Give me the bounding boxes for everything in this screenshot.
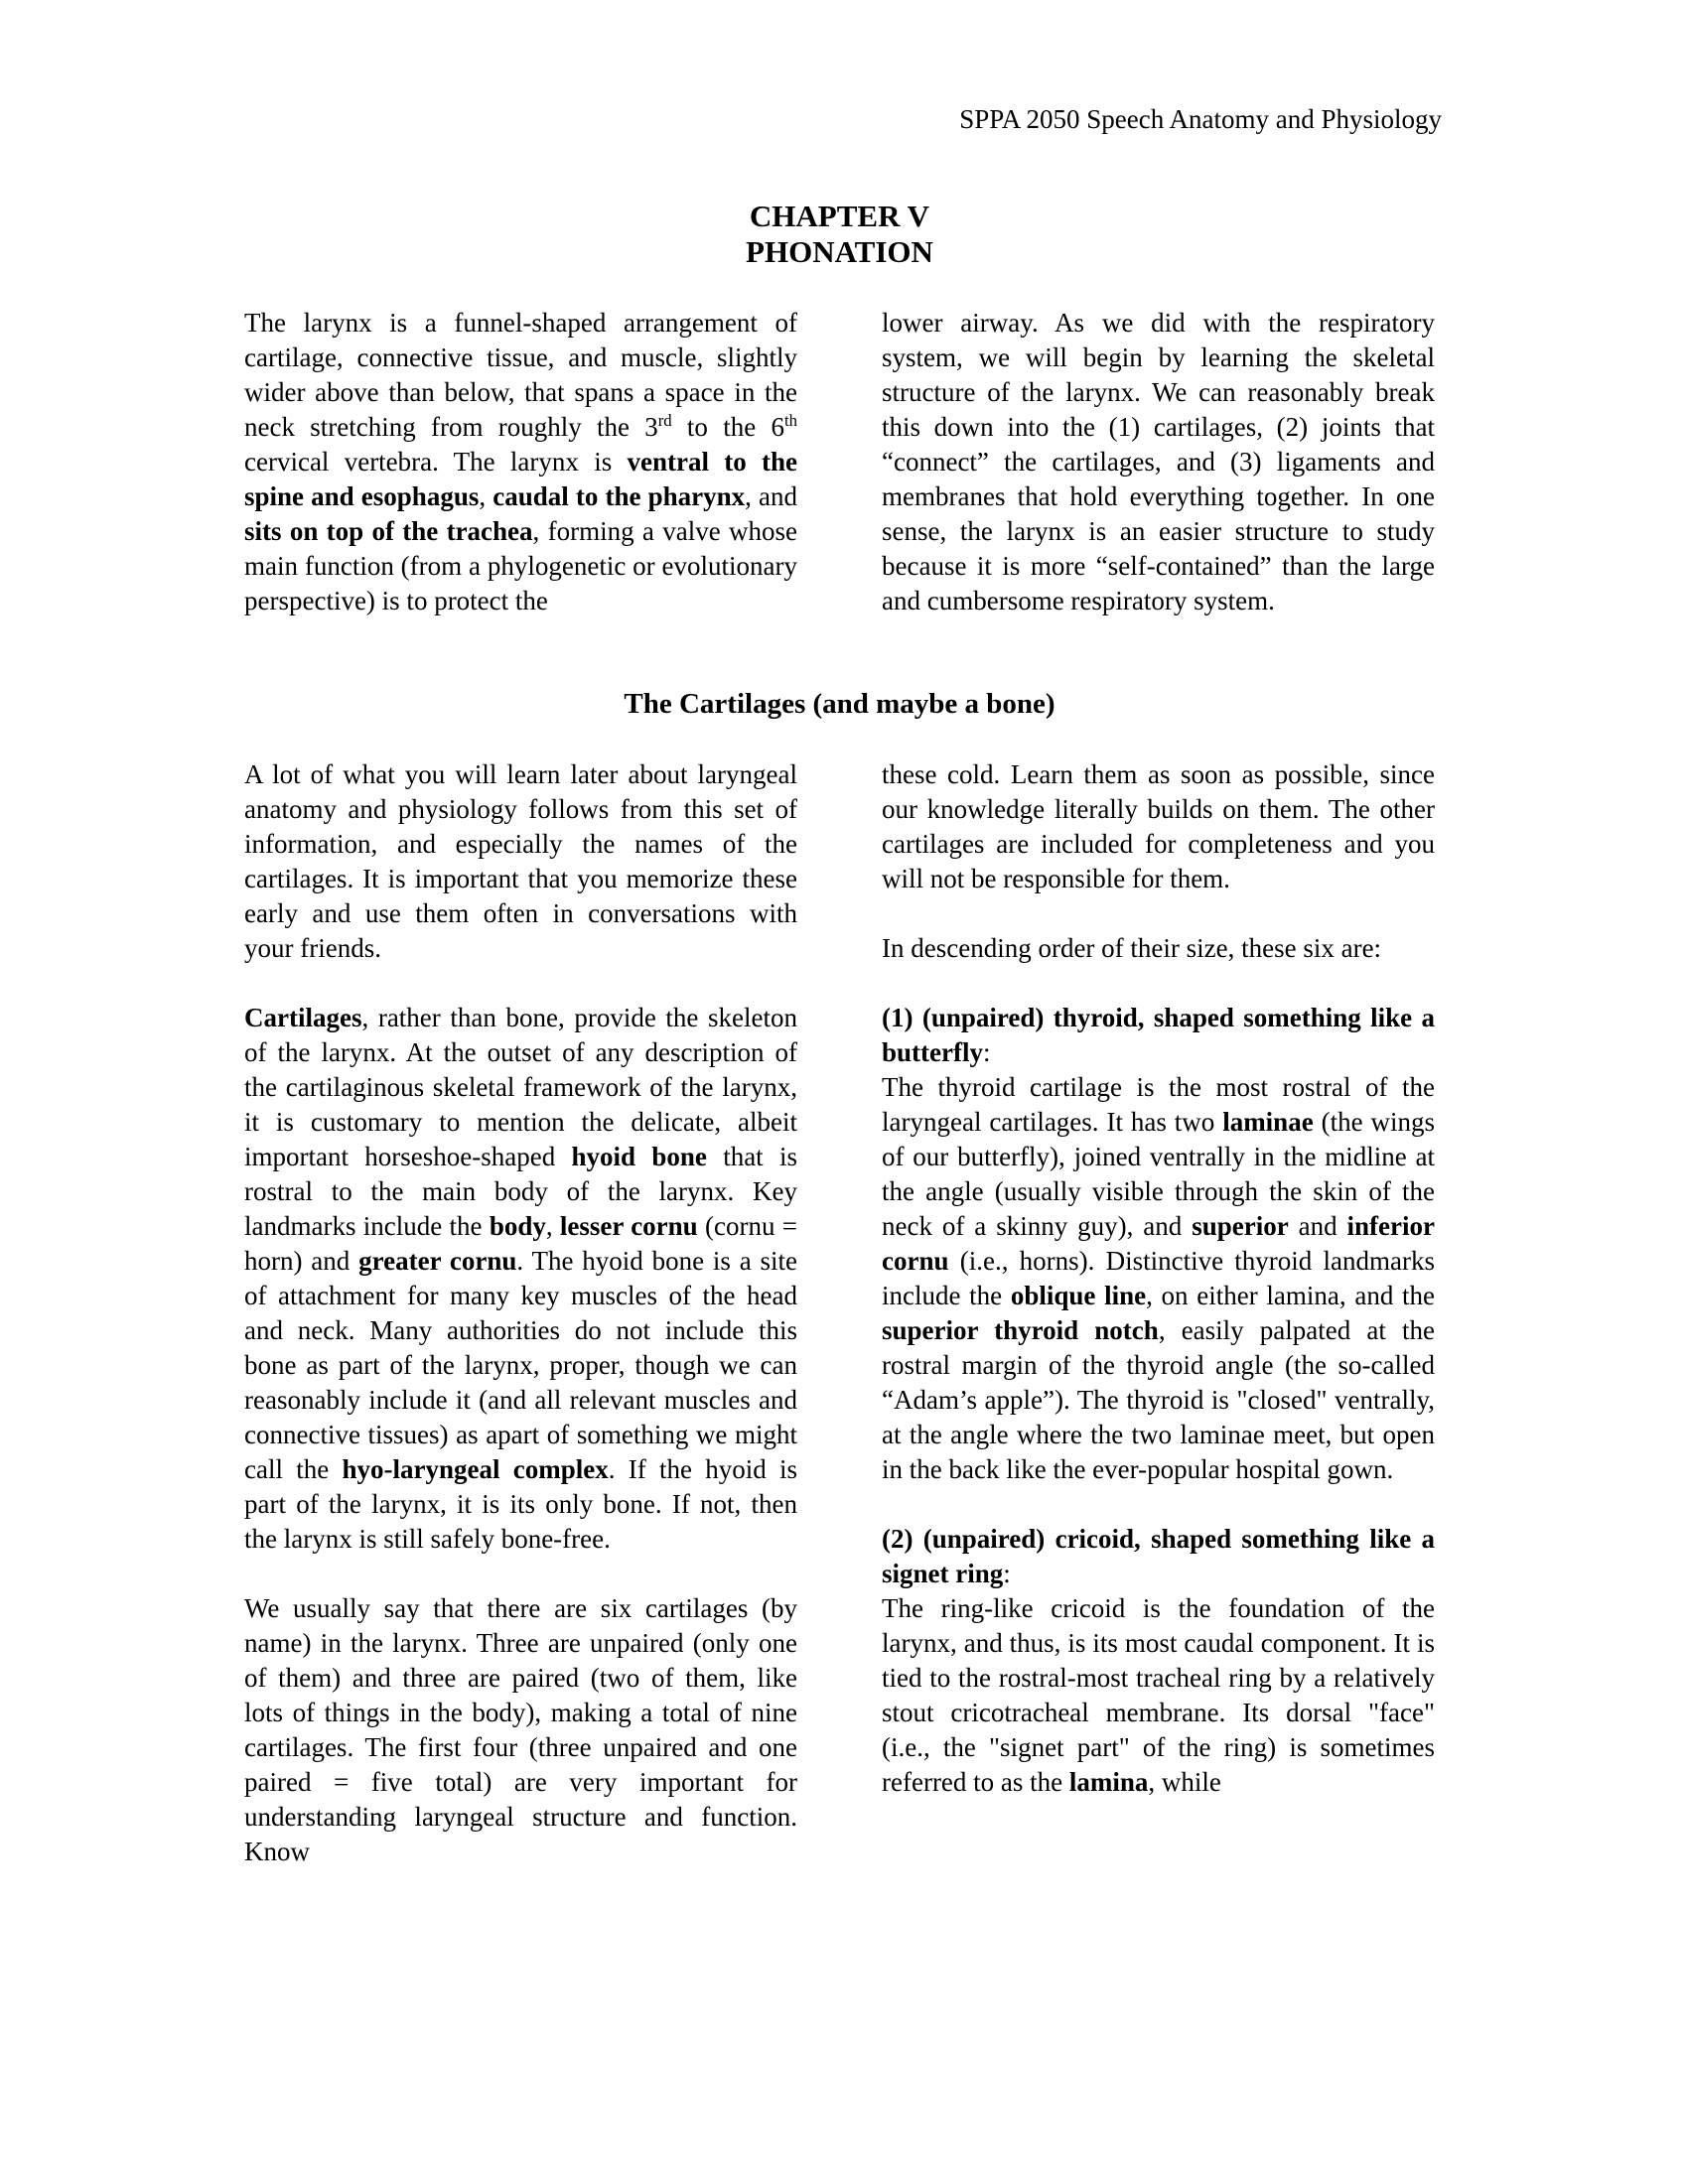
bold-term: lesser cornu (559, 1211, 698, 1241)
bold-term: (2) (unpaired) cricoid, shaped something like a signet ring (882, 1524, 1435, 1588)
left-column-top (244, 306, 797, 618)
ordinal-superscript: th (783, 411, 797, 430)
bold-term: ventral to the spine and esophagus (244, 447, 797, 511)
right-column-top (882, 306, 1435, 618)
ordinal-superscript: rd (657, 411, 672, 430)
chapter-title (244, 199, 1435, 270)
right-column-main (882, 757, 1435, 1800)
bold-term: superior thyroid notch (882, 1315, 1159, 1345)
paragraph-six-cartilages: We usually say that there are six cartilages (by name) in the larynx. Three are unpaired (only one of them) and three are paired (two of them, like lots of things in the body), making a total of nine cartilages. The first four (three unpaired and one paired = five total) are very important for understanding laryngeal structure and function. Know (244, 1593, 797, 1866)
bold-term: body (489, 1211, 546, 1241)
bold-term: laminae (1222, 1107, 1314, 1137)
bold-term: sits on top of the trachea (244, 516, 533, 546)
paragraph-larynx-intro: The larynx is a funnel-shaped arrangement of cartilage, connective tissue, and muscle, slightly wider above than below, that spans a space in the neck stretching from roughly the 3rd to the 6th cervical vertebra. The larynx is ventral to the spine and esophagus, caudal to the pharynx, and sits on top of the trachea, forming a valve whose main function (from a phylogenetic or evolutionary perspective) is to protect the (244, 308, 797, 615)
paragraph-cricoid-cartilage: (2) (unpaired) cricoid, shaped something like a signet ring: The ring-like cricoid is the foundation of the larynx, and thus, is its most caudal component. It is tied to the rostral-most tracheal ring by a relatively stout cricotracheal membrane. Its dorsal "face" (i.e., the "signet part" of the ring) is sometimes referred to as the lamina, while (882, 1524, 1435, 1797)
bold-term: superior (1192, 1211, 1289, 1241)
chapter-title-line1: CHAPTER V (749, 199, 930, 233)
left-column-main (244, 757, 797, 1869)
paragraph-know-these-cold: these cold. Learn them as soon as possible, since our knowledge literally builds on them. The other cartilages are included for completeness and you will not be responsible for them. (882, 759, 1435, 893)
paragraph-thyroid-cartilage: (1) (unpaired) thyroid, shaped something like a butterfly: The thyroid cartilage is the most rostral of the laryngeal cartilages. It has two laminae (the wings of our butterfly), joined ventrally in the midline at the angle (usually visible through the skin of the neck of a skinny guy), and superior and inferior cornu (i.e., horns). Distinctive thyroid landmarks include the oblique line, on either lamina, and the superior thyroid notch, easily palpated at the rostral margin of the thyroid angle (the so-called “Adam’s apple”). The thyroid is "closed" ventrally, at the angle where the two laminae meet, but open in the back like the ever-popular hospital gown. (882, 1003, 1435, 1484)
bold-term: greater cornu (358, 1246, 517, 1276)
bold-term: caudal to the pharynx (492, 481, 746, 511)
bold-term: oblique line (1010, 1281, 1147, 1310)
page-header-course: SPPA 2050 Speech Anatomy and Physiology (959, 104, 1442, 134)
bold-term: lamina (1068, 1767, 1149, 1797)
bold-term: Cartilages (244, 1003, 362, 1032)
paragraph-cartilages-hyoid: Cartilages, rather than bone, provide the skeleton of the larynx. At the outset of any description of the cartilaginous skeletal framework of the larynx, it is customary to mention the delicate, albeit important horseshoe-shaped hyoid bone that is rostral to the main body of the larynx. Key landmarks include the body, lesser cornu (cornu = horn) and greater cornu. The hyoid bone is a site of attachment for many key muscles of the head and neck. Many authorities do not include this bone as part of the larynx, proper, though we can reasonably include it (and all relevant muscles and connective tissues) as apart of something we might call the hyo-laryngeal complex. If the hyoid is part of the larynx, it is its only bone. If not, then the larynx is still safely bone-free. (244, 1003, 798, 1554)
paragraph-descending-order: In descending order of their size, these six are: (882, 933, 1382, 963)
chapter-title-line2: PHONATION (746, 234, 933, 269)
bold-term: (1) (unpaired) thyroid, shaped something like a butterfly (882, 1003, 1435, 1067)
paragraph-lower-airway: lower airway. As we did with the respiratory system, we will begin by learning the skeletal structure of the larynx. We can reasonably break this down into the (1) cartilages, (2) joints that “connect” the cartilages, and (3) ligaments and membranes that hold everything together. In one sense, the larynx is an easier structure to study because it is more “self-contained” than the large and cumbersome respiratory system. (882, 308, 1435, 615)
bold-term: hyo-laryngeal complex (342, 1454, 609, 1484)
section-heading-cartilages: The Cartilages (and maybe a bone) (624, 688, 1055, 720)
paragraph-learn-later: A lot of what you will learn later about laryngeal anatomy and physiology follows from this set of information, and especially the names of the cartilages. It is important that you memorize these early and use them often in conversations with your friends. (244, 759, 797, 963)
bold-term: hyoid bone (571, 1142, 707, 1171)
bold-term: inferior cornu (882, 1211, 1435, 1276)
